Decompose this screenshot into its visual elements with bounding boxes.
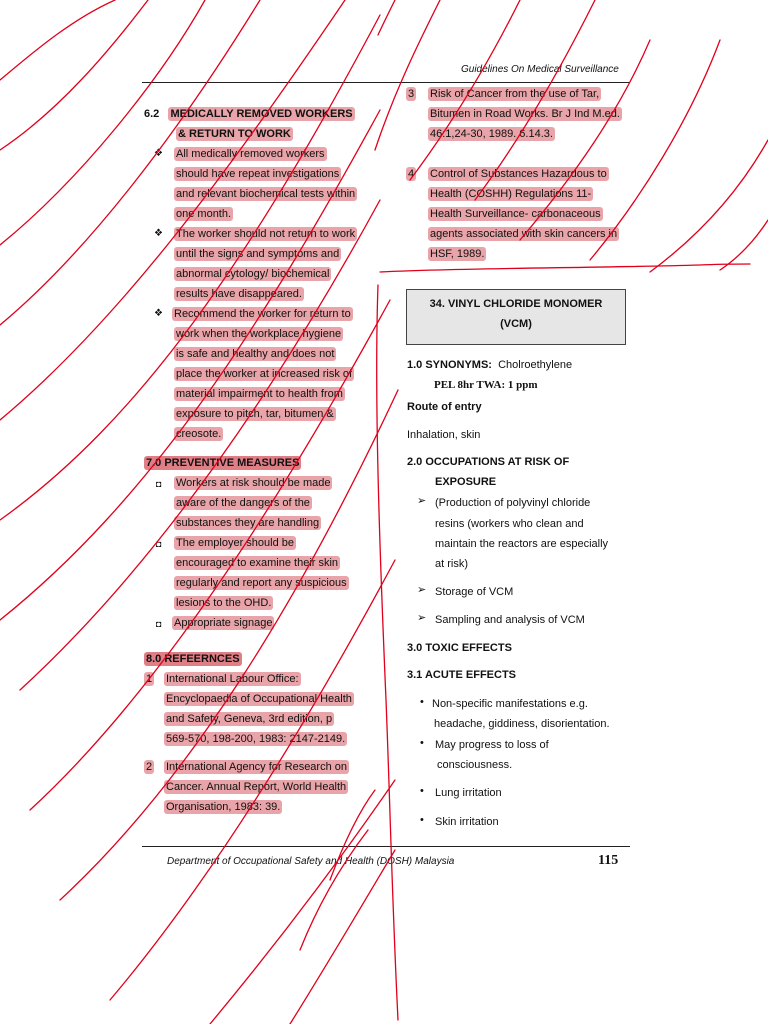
reference-number: 3: [408, 88, 415, 100]
checkbox-bullet-icon: ◘: [156, 539, 162, 549]
list-item: Lung irritation: [435, 787, 502, 799]
reference-number: 2: [146, 761, 153, 773]
arrow-bullet-icon: ➢: [417, 584, 427, 596]
footer-rule: [142, 846, 630, 847]
chemical-title: 34. VINYL CHLORIDE MONOMER: [429, 298, 603, 310]
page-number: 115: [598, 853, 619, 868]
diamond-bullet-icon: ❖: [154, 308, 163, 319]
list-item: Sampling and analysis of VCM: [435, 614, 585, 626]
chemical-abbrev: (VCM): [500, 318, 532, 330]
list-item: The employer should be: [176, 537, 295, 549]
bullet-dot-icon: •: [420, 785, 424, 797]
section-6-2-heading: 6.2 MEDICALLY REMOVED WORKERS: [144, 108, 353, 120]
reference-item: International Labour Office:: [166, 673, 299, 685]
reference-number: 4: [408, 168, 415, 180]
list-item: May progress to loss of: [435, 739, 549, 751]
list-item: Appropriate signage: [174, 617, 273, 629]
bullet-dot-icon: •: [420, 814, 424, 826]
list-item: All medically removed workers: [176, 148, 325, 160]
section-7-0: 7.0 PREVENTIVE MEASURES ◘ Workers at risk should be made aware of the dangers of the substances they are handling ◘ The employer should be encouraged to examine their skin regularly and report any suspicious lesions to the OHD. ◘ Appropriate signage: [144, 453, 374, 638]
list-item: Skin irritation: [435, 816, 499, 828]
arrow-bullet-icon: ➢: [417, 612, 427, 624]
bullet-dot-icon: •: [420, 696, 424, 708]
reference-item: Control of Substances Hazardous to: [430, 168, 607, 180]
checkbox-bullet-icon: ◘: [156, 479, 162, 489]
chemical-title-box: [406, 289, 626, 345]
reference-item: International Agency for Research on: [166, 761, 348, 773]
list-item: Storage of VCM: [435, 586, 514, 598]
list-item: Workers at risk should be made: [176, 477, 331, 489]
header-rule: [142, 82, 630, 83]
running-header: Guidelines On Medical Surveillance: [461, 64, 619, 75]
bullet-dot-icon: •: [420, 737, 424, 749]
section-3-0-heading: 3.0 TOXIC EFFECTS: [407, 642, 512, 654]
pel-value: PEL 8hr TWA: 1 ppm: [434, 379, 538, 391]
route-heading: Route of entry: [407, 401, 482, 413]
diamond-bullet-icon: ❖: [154, 148, 163, 159]
reference-item: Risk of Cancer from the use of Tar,: [430, 88, 600, 100]
section-6-2: 6.2 MEDICALLY REMOVED WORKERS & RETURN TO WORK ❖ All medically removed workers should have repeat investigations and relevant biochemical tests within one month. ❖ The worker should not return to work until the signs and symptoms and abnormal cytology/ biochemical results have disappeared. ❖ Recommend the worker for return to work when the workplace hygiene is safe and healthy and does not place the worker at increased risk of material impairment to health from exposure to pitch, tar, bitumen & creosote.: [144, 104, 374, 454]
route-value: Inhalation, skin: [407, 429, 481, 441]
section-8-0: 8.0 REFEERNCES 1 International Labour Office: Encyclopaedia of Occupational Health and Safety, Geneva, 3rd edition, p 569-570, 198-200, 1983: 2147-2149. 2 International Agency for Research on Cancer. Annual Report, World Health Organisation, 1983: 39.: [144, 649, 374, 819]
footer-department: Department of Occupational Safety and Health (DOSH) Malaysia: [167, 856, 455, 867]
diamond-bullet-icon: ❖: [154, 228, 163, 239]
list-item: The worker should not return to work: [176, 228, 356, 240]
synonyms: 1.0 SYNONYMS: Cholroethylene: [407, 359, 573, 371]
list-item: Non-specific manifestations e.g.: [432, 698, 588, 710]
section-7-0-heading: 7.0 PREVENTIVE MEASURES: [146, 457, 300, 469]
section-3-1-heading: 3.1 ACUTE EFFECTS: [407, 669, 516, 681]
section-8-0-heading: 8.0 REFEERNCES: [146, 653, 240, 665]
list-item: (Production of polyvinyl chloride: [435, 497, 591, 509]
checkbox-bullet-icon: ◘: [156, 619, 162, 629]
list-item: Recommend the worker for return to: [174, 308, 351, 320]
arrow-bullet-icon: ➢: [417, 495, 427, 507]
reference-number: 1: [146, 673, 153, 685]
section-2-0-heading: 2.0 OCCUPATIONS AT RISK OF: [407, 456, 570, 468]
vcm-section: 1.0 SYNONYMS: Cholroethylene PEL 8hr TWA: 1 ppm Route of entry Inhalation, skin 2.0 OCCUPATIONS AT RISK OF EXPOSURE ➢ (Production of polyvinyl chloride resins (workers who clean and maintain the reactors are especially at risk) ➢ Storage of VCM ➢ Sampling and analysis of VCM 3.0 TOXIC EFFECTS 3.1 ACUTE EFFECTS • Non-specific manifestations e.g. headache, giddiness, disorientation. • May progress to loss of consciousness. • Lung irritation • Skin irritation: [407, 355, 637, 835]
right-references: 3 Risk of Cancer from the use of Tar, Bitumen in Road Works. Br J Ind M.ed. 46:1,24-30, 1989. 6.14.3. 4 Control of Substances Hazardous to Health (COSHH) Regulations 11- Health Surveillance- carbonaceous agents associated with skin cancers in HSF, 1989.: [406, 84, 636, 264]
